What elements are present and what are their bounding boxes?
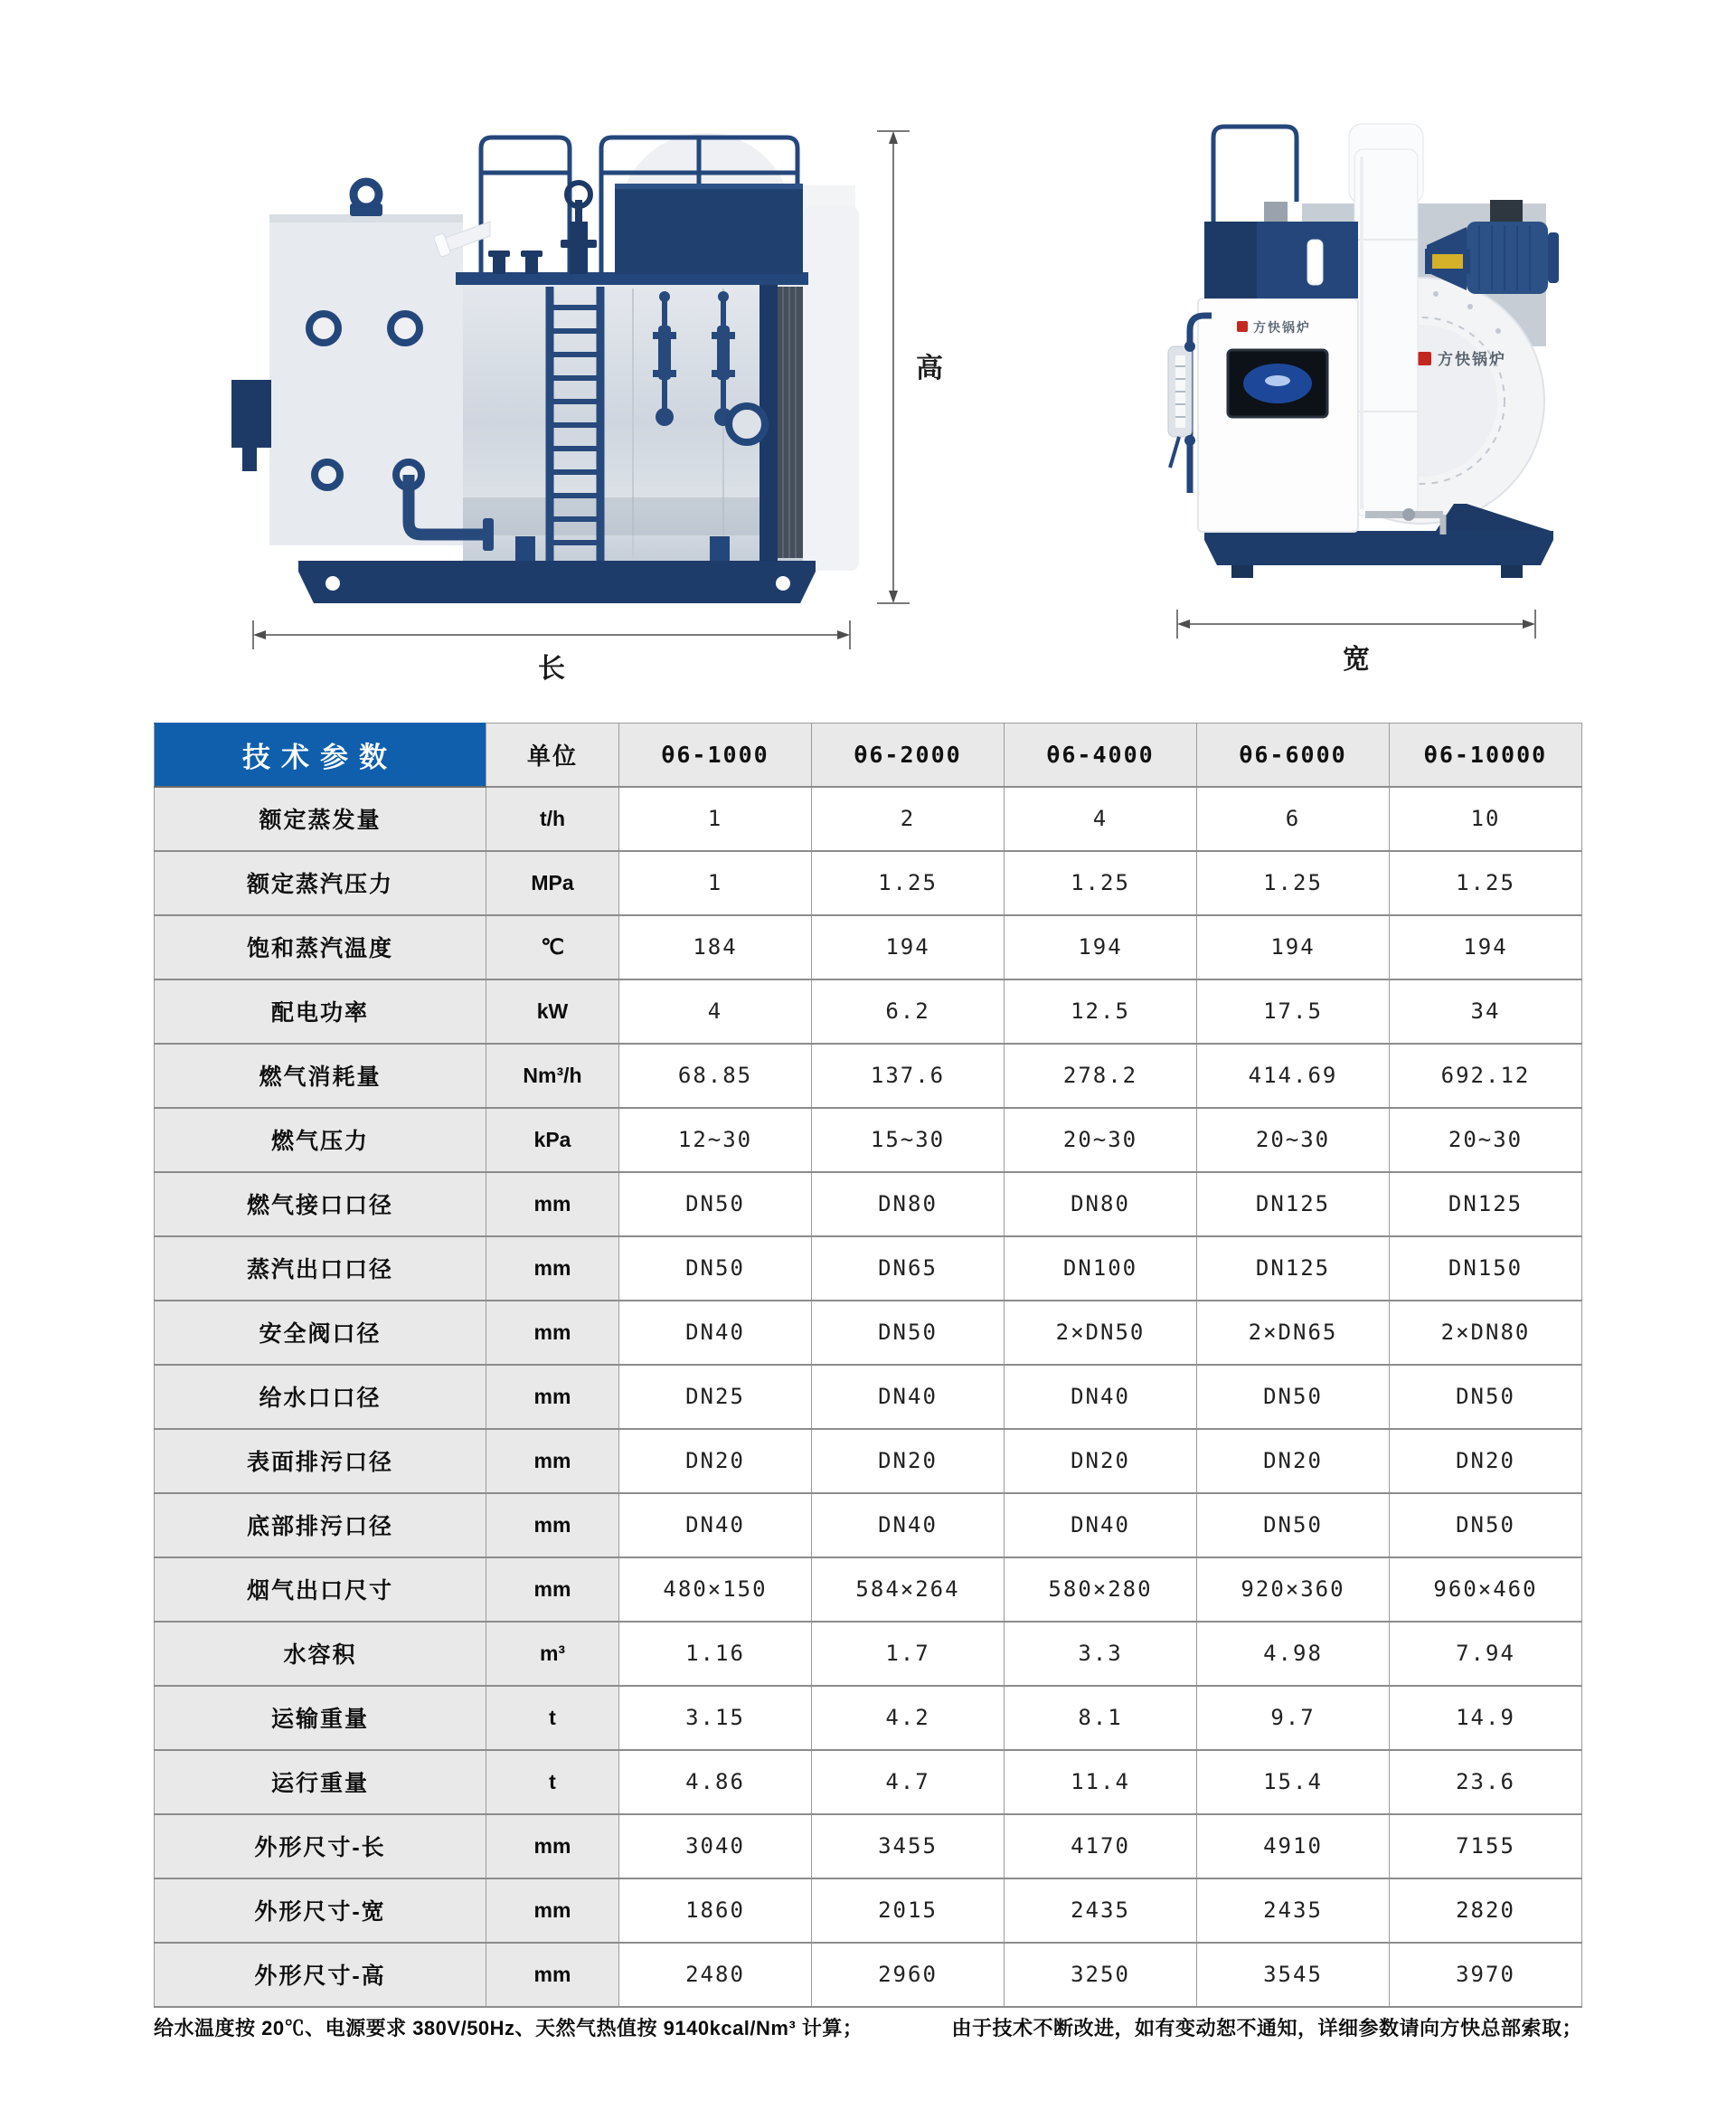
spec-value: 1.25: [1390, 851, 1582, 915]
spec-value: 1: [619, 787, 812, 851]
spec-table-row: [155, 1429, 1582, 1493]
economizer-cabinet: [269, 214, 463, 545]
spec-row-unit: mm: [486, 1429, 619, 1493]
boiler-side-illustration: [231, 133, 859, 603]
control-cabinet: [1198, 298, 1358, 532]
spec-value: DN20: [1390, 1429, 1582, 1493]
spec-value: 11.4: [1005, 1750, 1197, 1814]
spec-value: 2×DN65: [1197, 1301, 1390, 1365]
spec-value: DN20: [1197, 1429, 1390, 1493]
deck-flange-stubs: [488, 251, 542, 274]
spec-value: 2015: [812, 1878, 1005, 1943]
spec-table-row: [155, 1943, 1582, 2007]
spec-value: 23.6: [1390, 1750, 1582, 1814]
spec-value: 4.98: [1197, 1622, 1390, 1686]
spec-value: DN80: [1005, 1172, 1197, 1236]
spec-value: 20~30: [1197, 1108, 1390, 1172]
spec-row-label: 表面排污口径: [155, 1429, 486, 1493]
spec-row-label: 燃气接口口径: [155, 1172, 486, 1236]
support-leg: [710, 536, 730, 563]
footnotes: [154, 2013, 1582, 2041]
spec-value: DN50: [1390, 1493, 1582, 1557]
spec-row-unit: t: [486, 1750, 619, 1814]
spec-table-row: [155, 1044, 1582, 1108]
rear-casing: [803, 207, 859, 571]
display-screen: [1228, 350, 1327, 417]
skid-base: [1204, 531, 1553, 565]
spec-table-row: [155, 1301, 1582, 1365]
brand-logo-red: [1237, 321, 1248, 332]
spec-value: DN40: [1005, 1365, 1197, 1429]
spec-value: 15.4: [1197, 1750, 1390, 1814]
side-box-stub: [242, 448, 257, 471]
table-title: 技术参数: [155, 724, 486, 787]
spec-value: 2435: [1197, 1878, 1390, 1943]
spec-value: 2480: [619, 1943, 812, 2007]
spec-row-label: 饱和蒸汽温度: [155, 915, 486, 979]
spec-value: 2: [812, 787, 1005, 851]
spec-value: 10: [1390, 787, 1582, 851]
spec-row-unit: mm: [486, 1301, 619, 1365]
spec-value: 17.5: [1197, 979, 1390, 1044]
footnote-right: 由于技术不断改进，如有变动恕不通知，详细参数请向方快总部索取；: [951, 2017, 1582, 2039]
side-junction-box: [231, 380, 271, 448]
spec-value: DN50: [619, 1236, 812, 1301]
spec-value: DN40: [619, 1301, 812, 1365]
spec-value: 9.7: [1197, 1686, 1390, 1750]
spec-value: DN50: [1390, 1365, 1582, 1429]
spec-row-unit: kPa: [486, 1108, 619, 1172]
foot-block: [1231, 565, 1253, 578]
spec-value: 4170: [1005, 1814, 1197, 1878]
spec-row-unit: mm: [486, 1878, 619, 1943]
spec-value: 7155: [1390, 1814, 1582, 1878]
spec-value: 960×460: [1390, 1557, 1582, 1622]
spec-value: 6.2: [812, 979, 1005, 1044]
spec-value: 920×360: [1197, 1557, 1390, 1622]
boiler-side-view-figure: [217, 112, 958, 684]
unit-column-header: 单位: [486, 724, 619, 787]
brand-label-drum: 方快锅炉: [1438, 351, 1506, 368]
skid-hole: [776, 576, 790, 591]
boiler-front-illustration: [1168, 124, 1559, 578]
spec-value: 194: [1390, 915, 1582, 979]
model-column-header: θ6-1000: [619, 724, 812, 787]
spec-table-row: [155, 1557, 1582, 1622]
lug-base: [350, 203, 382, 216]
steam-header-box: [615, 184, 803, 274]
spec-value: 4910: [1197, 1814, 1390, 1878]
model-column-header: θ6-6000: [1197, 724, 1390, 787]
spec-row-unit: t: [486, 1686, 619, 1750]
spec-table-row: [155, 1236, 1582, 1301]
spec-value: 1.16: [619, 1622, 812, 1686]
spec-value: DN125: [1197, 1236, 1390, 1301]
spec-row-unit: mm: [486, 1172, 619, 1236]
spec-table-row: [155, 787, 1582, 851]
spec-row-unit: Nm³/h: [486, 1044, 619, 1108]
spec-table-row: [155, 851, 1582, 915]
dim-label-width: 宽: [1343, 645, 1370, 675]
spec-value: 194: [812, 915, 1005, 979]
spec-row-label: 蒸汽出口口径: [155, 1236, 486, 1301]
spec-value: 34: [1390, 979, 1582, 1044]
spec-value: DN40: [812, 1493, 1005, 1557]
spec-value: DN50: [1197, 1365, 1390, 1429]
spec-value: 1.25: [1005, 851, 1197, 915]
spec-value: 3.15: [619, 1686, 812, 1750]
spec-value: 2435: [1005, 1878, 1197, 1943]
spec-table-row: [155, 1172, 1582, 1236]
spec-value: 3.3: [1005, 1622, 1197, 1686]
spec-row-label: 额定蒸汽压力: [155, 851, 486, 915]
spec-value: DN125: [1390, 1172, 1582, 1236]
spec-value: 7.94: [1390, 1622, 1582, 1686]
spec-value: 580×280: [1005, 1557, 1197, 1622]
spec-value: DN125: [1197, 1172, 1390, 1236]
spec-row-unit: mm: [486, 1943, 619, 2007]
spec-value: DN100: [1005, 1236, 1197, 1301]
spec-row-label: 底部排污口径: [155, 1493, 486, 1557]
spec-value: DN40: [812, 1365, 1005, 1429]
foot-block: [1501, 565, 1523, 578]
spec-value: DN50: [1197, 1493, 1390, 1557]
spec-value: 6: [1197, 787, 1390, 851]
spec-row-label: 燃气压力: [155, 1108, 486, 1172]
spec-value: 12.5: [1005, 979, 1197, 1044]
spec-value: 1.7: [812, 1622, 1005, 1686]
spec-value: DN40: [619, 1493, 812, 1557]
pipe-flange: [483, 518, 494, 551]
spec-value: DN50: [812, 1301, 1005, 1365]
spec-value: DN20: [619, 1429, 812, 1493]
deck-platform: [456, 272, 808, 285]
spec-row-label: 安全阀口径: [155, 1301, 486, 1365]
spec-value: 2960: [812, 1943, 1005, 2007]
spec-value: 194: [1005, 915, 1197, 979]
spec-value: 414.69: [1197, 1044, 1390, 1108]
brand-label-cabinet: 方快锅炉: [1253, 320, 1311, 335]
spec-value: 20~30: [1390, 1108, 1582, 1172]
spec-value: 4.86: [619, 1750, 812, 1814]
spec-row-unit: kW: [486, 979, 619, 1044]
spec-table-row: [155, 915, 1582, 979]
spec-value: 3970: [1390, 1943, 1582, 2007]
spec-row-label: 运行重量: [155, 1750, 486, 1814]
dimension-width: [1177, 610, 1535, 675]
spec-value: 1.25: [812, 851, 1005, 915]
spec-table-row: [155, 1108, 1582, 1172]
spec-value: 4: [1005, 787, 1197, 851]
flue-duct: [1349, 124, 1423, 516]
spec-value: DN20: [812, 1429, 1005, 1493]
spec-value: 4.2: [812, 1686, 1005, 1750]
spec-value: 2×DN80: [1390, 1301, 1582, 1365]
spec-row-label: 烟气出口尺寸: [155, 1557, 486, 1622]
spec-row-label: 水容积: [155, 1622, 486, 1686]
spec-value: 1.25: [1197, 851, 1390, 915]
spec-value: 14.9: [1390, 1686, 1582, 1750]
spec-row-label: 外形尺寸-宽: [155, 1878, 486, 1943]
footnote-left: 给水温度按 20℃、电源要求 380V/50Hz、天然气热值按 9140kcal/Nm³ 计算；: [154, 2017, 863, 2039]
spec-value: 3250: [1005, 1943, 1197, 2007]
spec-value: 194: [1197, 915, 1390, 979]
spec-value: 4: [619, 979, 812, 1044]
spec-row-unit: mm: [486, 1814, 619, 1878]
dimension-length: [253, 620, 850, 684]
support-leg: [515, 536, 535, 563]
spec-value: DN80: [812, 1172, 1005, 1236]
spec-row-unit: m³: [486, 1622, 619, 1686]
spec-row-unit: mm: [486, 1236, 619, 1301]
dim-label-length: 长: [538, 654, 565, 684]
spec-value: 12~30: [619, 1108, 812, 1172]
spec-value: 2×DN50: [1005, 1301, 1197, 1365]
spec-row-label: 给水口口径: [155, 1365, 486, 1429]
spec-row-unit: mm: [486, 1365, 619, 1429]
spec-value: 4.7: [812, 1750, 1005, 1814]
dimension-height: [877, 131, 943, 603]
dim-label-height: 高: [916, 354, 943, 383]
spec-table-row: [155, 1622, 1582, 1686]
spec-value: 3040: [619, 1814, 812, 1878]
boiler-front-view-figure: [1148, 112, 1618, 684]
spec-row-label: 外形尺寸-高: [155, 1943, 486, 2007]
spec-value: 278.2: [1005, 1044, 1197, 1108]
spec-value: 1860: [619, 1878, 812, 1943]
spec-row-label: 配电功率: [155, 979, 486, 1044]
spec-value: 1: [619, 851, 812, 915]
spec-row-label: 额定蒸发量: [155, 787, 486, 851]
spec-row-label: 运输重量: [155, 1686, 486, 1750]
brand-logo-red: [1418, 352, 1431, 365]
spec-row-unit: MPa: [486, 851, 619, 915]
skid-hole: [326, 576, 340, 591]
spec-row-unit: ℃: [486, 915, 619, 979]
spec-table-row: [155, 979, 1582, 1044]
spec-value: 20~30: [1005, 1108, 1197, 1172]
spec-value: 480×150: [619, 1557, 812, 1622]
spec-row-unit: t/h: [486, 787, 619, 851]
spec-value: DN20: [1005, 1429, 1197, 1493]
spec-value: 15~30: [812, 1108, 1005, 1172]
spec-value: DN65: [812, 1236, 1005, 1301]
spec-table-row: [155, 1365, 1582, 1429]
spec-table-row: [155, 1750, 1582, 1814]
spec-value: 68.85: [619, 1044, 812, 1108]
spec-table-row: [155, 1686, 1582, 1750]
spec-value: 584×264: [812, 1557, 1005, 1622]
model-column-header: θ6-10000: [1390, 724, 1582, 787]
spec-value: 184: [619, 915, 812, 979]
spec-table-row: [155, 1878, 1582, 1943]
spec-value: DN40: [1005, 1493, 1197, 1557]
spec-row-unit: mm: [486, 1557, 619, 1622]
main-steam-valve: [561, 183, 597, 274]
drum-saddle: [1436, 504, 1551, 531]
spec-value: DN50: [619, 1172, 812, 1236]
spec-value: 692.12: [1390, 1044, 1582, 1108]
spec-row-unit: mm: [486, 1493, 619, 1557]
spec-table-row: [155, 1814, 1582, 1878]
manhole-flange: [729, 406, 765, 442]
model-column-header: θ6-2000: [812, 724, 1005, 787]
spec-value: 137.6: [812, 1044, 1005, 1108]
spec-value: 8.1: [1005, 1686, 1197, 1750]
spec-value: DN150: [1390, 1236, 1582, 1301]
spec-table-row: [155, 1493, 1582, 1557]
spec-value: 2820: [1390, 1878, 1582, 1943]
motor-junction-box: [1490, 200, 1523, 222]
spec-table: [154, 723, 1582, 2008]
spec-value: 3455: [812, 1814, 1005, 1878]
spec-value: 3545: [1197, 1943, 1390, 2007]
spec-row-label: 外形尺寸-长: [155, 1814, 486, 1878]
lifting-lug: [354, 182, 379, 207]
spec-value: DN25: [619, 1365, 812, 1429]
spec-table-header-row: [155, 724, 1582, 787]
model-column-header: θ6-4000: [1005, 724, 1197, 787]
spec-table-section: [154, 723, 1582, 2008]
spec-row-label: 燃气消耗量: [155, 1044, 486, 1108]
skid-base: [298, 561, 816, 603]
